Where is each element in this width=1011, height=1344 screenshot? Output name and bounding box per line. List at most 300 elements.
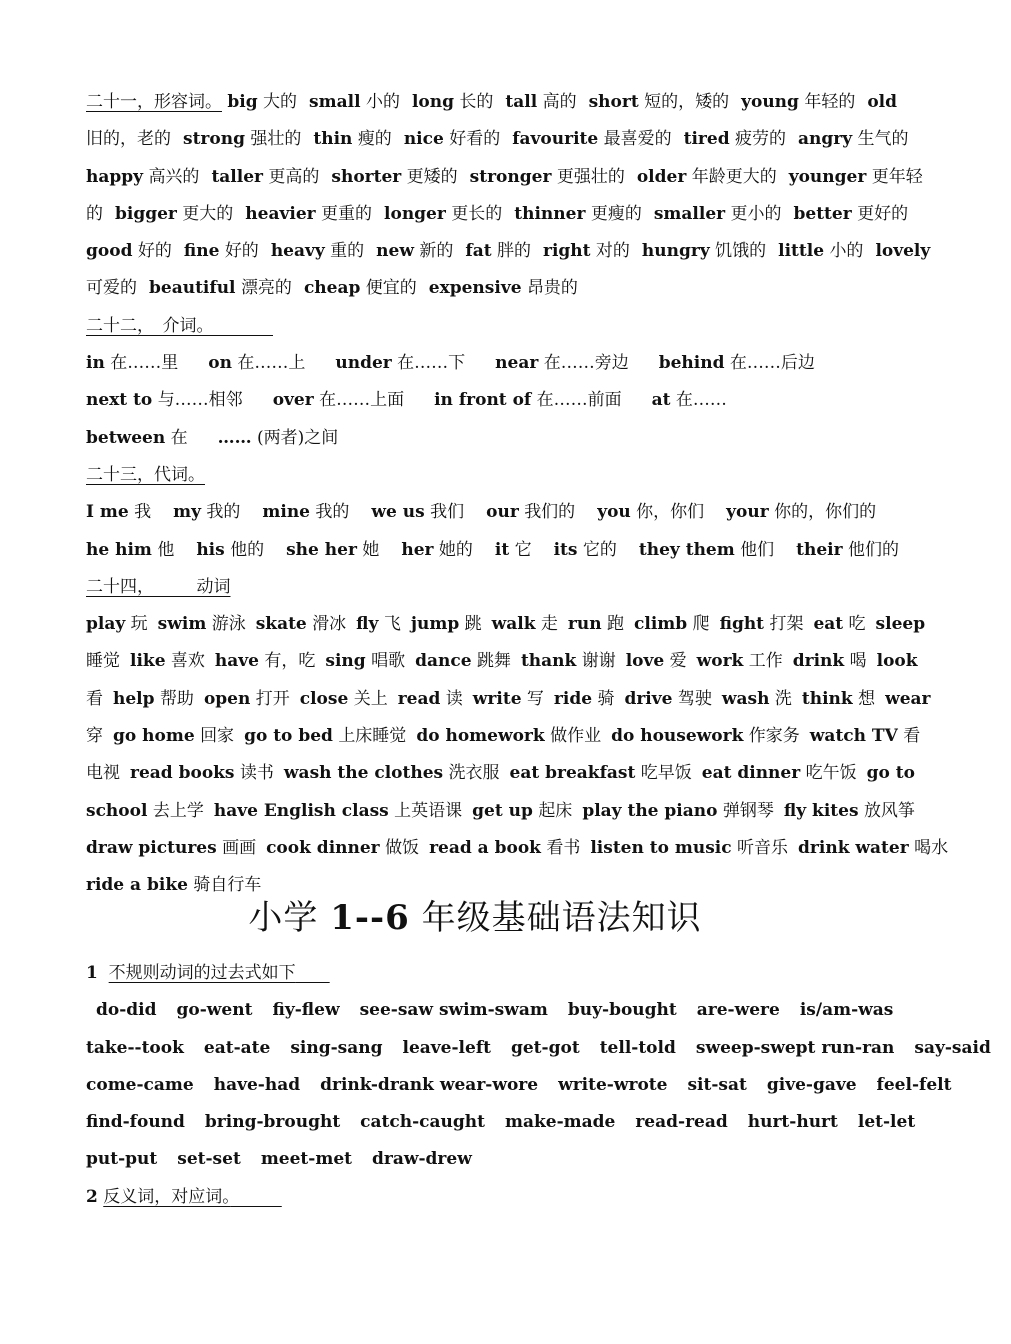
chinese-meaning: 更强壮的 [556,166,625,187]
grammar-section [86,955,991,1216]
english-term: beautiful [149,278,236,299]
irregular-verb: get-got [510,1037,580,1058]
irregular-line [86,1067,952,1104]
item1-number: 1 [86,963,98,983]
chinese-meaning: 年轻的 [804,92,856,112]
chinese-meaning: 上床睡觉 [338,726,407,747]
chinese-meaning: 吃午饭 [805,763,857,784]
irregular-verb: catch-caught [360,1112,485,1133]
chinese-meaning: 在……下 [397,353,466,374]
chinese-meaning: 更大的 [182,203,234,224]
irregular-verb: is/am-was [799,1000,894,1021]
english-term: he him [86,539,152,560]
chinese-meaning: 骑自行车 [193,875,262,896]
chinese-meaning: 高的 [542,92,577,112]
english-term: their [796,539,843,560]
english-term: dance [415,651,472,672]
english-term: good [86,241,133,262]
irregular-line [86,992,894,1029]
chinese-meaning: 骑 [597,688,615,709]
irregular-verb: eat-ate [203,1037,271,1058]
chinese-meaning: 上英语课 [394,800,463,821]
irregular-verb: make-made [504,1112,616,1133]
english-term: better [793,203,852,224]
adj-line [86,196,909,233]
verb-heading-line [86,569,894,606]
chinese-meaning: 的 [86,203,103,224]
english-term: climb [634,614,688,635]
english-term: shorter [331,166,402,187]
english-term: wear [885,688,931,709]
english-term: read [397,688,441,709]
item1-heading-line [86,955,894,992]
english-term: right [542,241,591,262]
english-term: watch TV [809,726,898,747]
english-term: ride [553,688,593,709]
english-term: go to bed [244,726,333,747]
chinese-meaning: 在…… [675,390,727,411]
english-term: angry [798,129,853,150]
chinese-meaning: 更长的 [451,203,503,224]
irregular-line [86,1141,894,1178]
adj-line [86,159,923,196]
english-term: it [494,539,510,560]
english-term: thin [313,129,353,150]
irregular-verb: hurt-hurt [747,1112,838,1133]
adj-line [86,121,909,158]
verb-line [86,681,931,718]
verb-line [86,793,915,830]
english-term: run [567,614,602,635]
chinese-meaning: 弹钢琴 [722,800,774,821]
english-term: drive [624,688,673,709]
english-term: big [227,92,258,112]
english-term: eat breakfast [509,763,636,784]
chinese-meaning: 写 [526,688,544,709]
chinese-meaning: 它 [514,539,532,560]
title-suffix: 年级基础语法知识 [409,898,702,938]
irregular-verb: say-said [914,1037,991,1058]
english-term: fly [356,614,379,635]
chinese-meaning: 重的 [330,241,365,262]
chinese-meaning: 你的，你们的 [774,502,877,523]
verb-line [86,830,949,867]
chinese-meaning: 强壮的 [250,129,302,150]
chinese-meaning: 工作 [748,651,783,672]
chinese-meaning: 我的 [315,502,350,523]
english-term: longer [384,203,446,224]
chinese-meaning: 关上 [353,688,388,709]
chinese-meaning: 她 [362,539,380,560]
item2-number: 2 [86,1186,98,1207]
chinese-meaning: 看 [903,726,921,747]
english-term: go home [113,726,195,747]
chinese-meaning: 他们的 [848,539,899,560]
irregular-verb: let-let [857,1112,916,1133]
english-term: younger [788,166,867,187]
chinese-meaning: 在……旁边 [543,353,629,374]
irregular-verb: sweep-swept run-ran [695,1037,895,1058]
chinese-meaning: 新的 [419,241,454,262]
english-term: lovely [875,241,931,262]
english-term: drink [792,651,845,672]
chinese-meaning: 听音乐 [737,837,789,858]
chinese-meaning: 小的 [365,92,400,112]
irregular-verb: see-saw swim-swam [359,1000,548,1021]
chinese-meaning: 爱 [669,651,687,672]
chinese-meaning: 回家 [200,726,235,747]
adj-line [86,84,898,121]
irregular-verb: draw-drew [372,1149,472,1170]
english-term: fight [719,614,765,635]
chinese-meaning: 瘦的 [357,129,392,150]
prep-line [86,345,894,382]
english-term: do homework [416,726,545,747]
english-term: have [214,651,259,672]
english-term: his [196,539,225,560]
verb-line [86,606,926,643]
chinese-meaning: 更瘦的 [590,203,642,224]
irregular-verb: have-had [213,1074,301,1095]
chinese-meaning: 打开 [255,688,290,709]
chinese-meaning: 飞 [383,614,401,635]
chinese-meaning: 跑 [607,614,625,635]
irregular-verb: sing-sang [290,1037,383,1058]
irregular-verb: fiy-flew [272,1000,340,1021]
chinese-meaning: 旧的，老的 [86,129,171,150]
chinese-meaning: 喝水 [914,837,949,858]
title-prefix: 小学 [248,898,331,938]
item1-heading: 不规则动词的过去式如下 [108,963,296,983]
english-term: our [486,502,519,523]
chinese-meaning: 长的 [459,92,494,112]
english-term: read books [130,763,235,784]
english-term: work [696,651,744,672]
chinese-meaning: 便宜的 [365,278,417,299]
pron-heading: 二十三，代词。 [86,464,205,485]
english-term: tired [683,129,730,150]
irregular-verb: are-were [696,1000,780,1021]
chinese-meaning: 驾驶 [677,688,712,709]
chinese-meaning: 喝 [849,651,867,672]
chinese-meaning: 洗衣服 [448,763,500,784]
irregular-verb: read-read [635,1112,728,1133]
chinese-meaning: 对的 [595,241,630,262]
chinese-meaning: 游泳 [211,614,246,635]
english-term: hungry [641,241,710,262]
english-term: help [113,688,155,709]
chinese-meaning: 疲劳的 [735,129,787,150]
english-term: my [173,502,201,523]
irregular-verb: feel-felt [876,1074,952,1095]
english-term: we us [371,502,425,523]
english-term: …… [217,427,252,448]
chinese-meaning: 电视 [86,763,120,784]
irregular-verb: meet-met [260,1149,352,1170]
english-term: short [588,92,639,112]
english-term: under [335,353,392,374]
english-term: wash [721,688,770,709]
english-term: sing [325,651,366,672]
chinese-meaning: 胖的 [496,241,531,262]
chinese-meaning: 去上学 [152,800,204,821]
english-term: thank [520,651,577,672]
english-term: like [130,651,166,672]
irregular-verb: buy-bought [567,1000,677,1021]
chinese-meaning: 更小的 [730,203,782,224]
pron-heading-line [86,457,894,494]
chinese-meaning: 作家务 [748,726,800,747]
english-term: taller [211,166,263,187]
chinese-meaning: 更矮的 [406,166,458,187]
english-term: love [625,651,665,672]
item2-heading: 反义词，对应词。 [103,1186,231,1207]
chinese-meaning: 穿 [86,726,103,747]
chinese-meaning: 滑冰 [312,614,347,635]
irregular-verb: come-came [86,1074,194,1095]
chinese-meaning: 好的 [224,241,259,262]
chinese-meaning: (两者)之间 [257,427,339,448]
english-term: walk [491,614,536,635]
vocabulary-section [86,84,949,905]
item2-heading-line [86,1179,894,1216]
chinese-meaning: 昂贵的 [526,278,578,299]
english-term: smaller [653,203,726,224]
chinese-meaning: 睡觉 [86,651,120,672]
chinese-meaning: 她的 [438,539,473,560]
chinese-meaning: 他们 [740,539,775,560]
chinese-meaning: 跳 [464,614,482,635]
chinese-meaning: 在……里 [110,353,179,374]
english-term: she her [286,539,357,560]
chinese-meaning: 做作业 [550,726,602,747]
english-term: next to [86,390,153,411]
english-term: look [876,651,918,672]
chinese-meaning: 好看的 [449,129,501,150]
title-grade-range: 1--6 [330,898,410,938]
chinese-meaning: 做饭 [385,837,420,858]
chinese-meaning: 小的 [829,241,864,262]
english-term: mine [262,502,310,523]
verb-line [86,643,918,680]
chinese-meaning: 我们 [430,502,465,523]
chinese-meaning: 唱歌 [371,651,406,672]
irregular-line [86,1104,916,1141]
english-term: cheap [303,278,361,299]
chinese-meaning: 他 [157,539,175,560]
adj-line-content [227,92,897,112]
chinese-meaning: 更好的 [857,203,909,224]
pron-line [86,532,899,569]
english-term: favourite [512,129,599,150]
adj-line [86,270,894,307]
english-term: jump [410,614,460,635]
verb-line [86,718,921,755]
chinese-meaning: 生气的 [857,129,909,150]
english-term: do housework [611,726,744,747]
chinese-meaning: 高兴的 [148,166,200,187]
english-term: heavy [270,241,325,262]
chinese-meaning: 放风筝 [863,800,915,821]
english-term: heavier [245,203,316,224]
heading-underline-tail [205,316,273,336]
english-term: expensive [428,278,522,299]
english-term: thinner [514,203,586,224]
english-term: think [801,688,853,709]
english-term: little [778,241,825,262]
chinese-meaning: 最喜爱的 [603,129,672,150]
english-term: you [597,502,631,523]
heading-underline-tail [231,1187,282,1207]
english-term: happy [86,166,144,187]
irregular-verb: sit-sat [687,1074,747,1095]
chinese-meaning: 爬 [692,614,710,635]
chinese-meaning: 你，你们 [636,502,705,523]
adj-heading: 二十一，形容词。 [86,92,222,112]
english-term: sleep [875,614,926,635]
irregular-verb: write-wrote [558,1074,668,1095]
chinese-meaning: 在……上面 [319,390,405,411]
irregular-verb: put-put [86,1149,158,1170]
chinese-meaning: 我们的 [524,502,576,523]
pron-line [86,494,894,531]
prep-line [86,420,894,457]
chinese-meaning: 大的 [263,92,298,112]
english-term: its [553,539,578,560]
english-term: draw pictures [86,837,217,858]
chinese-meaning: 我的 [206,502,241,523]
english-term: long [411,92,454,112]
chinese-meaning: 有，吃 [264,651,316,672]
chinese-meaning: 与……相邻 [157,390,243,411]
irregular-verb: leave-left [402,1037,491,1058]
chinese-meaning: 可爱的 [86,278,137,299]
english-term: play the piano [582,800,718,821]
english-term: at [651,390,671,411]
english-term: play [86,614,126,635]
chinese-meaning: 吃 [848,614,866,635]
english-term: close [299,688,349,709]
english-term: strong [183,129,245,150]
english-term: old [867,92,898,112]
chinese-meaning: 想 [858,688,876,709]
chinese-meaning: 喜欢 [170,651,205,672]
english-term: eat [813,614,844,635]
chinese-meaning: 饥饿的 [715,241,767,262]
adj-line [86,233,931,270]
chinese-meaning: 在……后边 [729,353,815,374]
english-term: between [86,427,166,448]
chinese-meaning: 它的 [582,539,617,560]
chinese-meaning: 年龄更大的 [691,166,777,187]
chinese-meaning: 在……上 [237,353,306,374]
chinese-meaning: 洗 [774,688,792,709]
english-term: in front of [434,390,532,411]
chinese-meaning: 打架 [769,614,804,635]
chinese-meaning: 他的 [230,539,265,560]
chinese-meaning: 更高的 [268,166,320,187]
irregular-line [86,1030,991,1067]
english-term: her [401,539,434,560]
english-term: go to [866,763,915,784]
chinese-meaning: 漂亮的 [240,278,292,299]
english-term: school [86,800,148,821]
irregular-verb: tell-told [599,1037,676,1058]
chinese-meaning: 起床 [538,800,573,821]
chinese-meaning: 跳舞 [476,651,511,672]
chinese-meaning: 好的 [137,241,172,262]
english-term: eat dinner [701,763,801,784]
irregular-verb: drink-drank wear-wore [320,1074,539,1095]
english-term: cook dinner [266,837,380,858]
english-term: over [272,390,314,411]
english-term: nice [403,129,444,150]
irregular-verb: set-set [177,1149,241,1170]
english-term: drink water [798,837,909,858]
english-term: skate [255,614,307,635]
english-term: write [472,688,522,709]
chinese-meaning: 更重的 [321,203,373,224]
english-term: listen to music [590,837,732,858]
chinese-meaning: 画画 [222,837,257,858]
chinese-meaning: 帮助 [159,688,194,709]
english-term: fat [465,241,492,262]
irregular-verb: bring-brought [204,1112,341,1133]
irregular-verb: give-gave [766,1074,857,1095]
english-term: behind [658,353,725,374]
chinese-meaning: 在……前面 [536,390,622,411]
chinese-meaning: 短的，矮的 [644,92,730,112]
english-term: I me [86,502,129,523]
prep-line [86,382,894,419]
prep-heading: 二十二， 介词。 [86,315,205,336]
chinese-meaning: 看书 [546,837,581,858]
english-term: swim [157,614,207,635]
chinese-meaning: 谢谢 [581,651,616,672]
verb-heading: 二十四， 动词 [86,576,231,597]
english-term: bigger [115,203,177,224]
english-term: new [376,241,414,262]
irregular-verb: do-did [96,1000,157,1021]
chinese-meaning: 吃早饭 [640,763,692,784]
english-term: have English class [213,800,389,821]
english-term: open [203,688,251,709]
english-term: in [86,353,105,374]
chinese-meaning: 读书 [239,763,274,784]
chinese-meaning: 我 [134,502,152,523]
english-term: tall [505,92,538,112]
chinese-meaning: 看 [86,688,103,709]
chinese-meaning: 读 [445,688,463,709]
english-term: fine [183,241,220,262]
english-term: ride a bike [86,875,188,896]
english-term: read a book [429,837,541,858]
verb-line [86,755,915,792]
irregular-verb: go-went [176,1000,253,1021]
page-title [0,890,950,939]
english-term: stronger [469,166,552,187]
english-term: fly kites [783,800,859,821]
english-term: small [309,92,361,112]
chinese-meaning: 在 [170,427,188,448]
irregular-verb: take--took [86,1037,184,1058]
prep-heading-line [86,308,894,345]
english-term: they them [638,539,735,560]
english-term: near [495,353,539,374]
chinese-meaning: 更年轻 [871,166,923,187]
irregular-verb: find-found [86,1112,185,1133]
heading-underline-tail [296,963,330,983]
